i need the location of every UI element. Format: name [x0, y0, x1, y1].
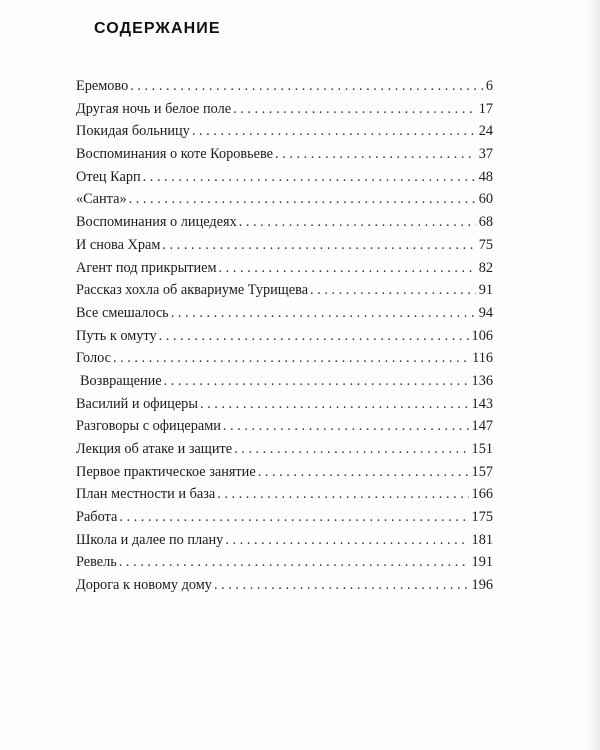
dot-leader	[234, 438, 468, 461]
dot-leader	[214, 574, 469, 597]
toc-entry	[76, 325, 493, 348]
toc-entry	[76, 393, 493, 416]
toc-entry	[76, 279, 493, 302]
toc-entry-title: Возвращение	[80, 372, 162, 389]
toc-entry-page: 181	[471, 531, 493, 548]
toc-entry-page: 116	[472, 350, 493, 367]
toc-entry-title: Работа	[76, 509, 118, 526]
toc-entry-title: Покидая больницу	[76, 123, 190, 140]
dot-leader	[119, 551, 469, 574]
dot-leader	[200, 393, 469, 416]
toc-entry-title: Отец Карп	[76, 168, 141, 185]
dot-leader	[258, 461, 469, 484]
toc-entry-page: 68	[478, 214, 493, 231]
toc-entry-page: 60	[478, 191, 493, 208]
page-edge-shadow	[586, 0, 600, 750]
dot-leader	[275, 143, 476, 166]
toc-entry-page: 24	[478, 123, 493, 140]
toc-entry	[76, 302, 493, 325]
toc-entry	[76, 211, 493, 234]
toc-entry	[76, 257, 493, 280]
dot-leader	[129, 188, 476, 211]
toc-entry-page: 147	[471, 418, 493, 435]
toc-entry	[76, 483, 493, 506]
dot-leader	[143, 166, 476, 189]
toc-entry-page: 151	[471, 441, 493, 457]
toc-entry	[76, 188, 493, 211]
toc-entry-title: Другая ночь и белое поле	[76, 100, 232, 117]
toc-entry	[76, 415, 493, 438]
toc-entry-page: 94	[478, 304, 493, 321]
page-title: СОДЕРЖАНИЕ	[94, 20, 221, 37]
toc-entry-page: 6	[485, 78, 493, 94]
dot-leader	[223, 415, 469, 438]
toc-entry-page: 136	[471, 372, 493, 389]
toc-entry-page: 143	[471, 395, 493, 412]
dot-leader	[225, 529, 468, 552]
toc-entry	[76, 461, 493, 484]
toc-entry-title: Путь к омуту	[76, 327, 157, 344]
toc-entry	[76, 98, 493, 121]
dot-leader	[164, 370, 469, 393]
toc-entry	[76, 120, 493, 143]
toc-entry	[76, 234, 493, 257]
toc-entry-title: План местности и база	[76, 486, 216, 503]
toc-entry	[76, 529, 493, 552]
toc-entry-page: 175	[471, 509, 493, 526]
toc-entry	[76, 370, 493, 393]
toc-entry-title: Голос	[76, 350, 111, 367]
toc-entry-page: 196	[471, 577, 493, 594]
toc-entry-page: 157	[471, 463, 493, 480]
toc-entry	[76, 143, 493, 166]
toc-entry-page: 75	[478, 236, 493, 253]
toc-entry-page: 166	[471, 486, 493, 503]
toc-entry-page: 91	[478, 282, 493, 299]
toc-entry-page: 82	[478, 259, 493, 276]
toc-entry-page: 48	[478, 168, 493, 185]
dot-leader	[113, 347, 469, 370]
dot-leader	[162, 234, 475, 257]
dot-leader	[233, 98, 476, 121]
toc-entry-title: Все смешалось	[76, 304, 169, 321]
toc-entry-title: Василий и офицеры	[76, 395, 198, 412]
toc-entry-title: Школа и далее по плану	[76, 531, 224, 548]
toc-entry-title: И снова Храм	[76, 236, 161, 253]
table-of-contents	[76, 75, 493, 597]
toc-entry-title: «Санта»	[76, 191, 127, 208]
toc-entry-title: Ревель	[76, 554, 117, 571]
toc-entry-page: 191	[471, 554, 493, 571]
dot-leader	[171, 302, 476, 325]
toc-entry	[76, 166, 493, 189]
toc-entry-title: Воспоминания о коте Коровьеве	[76, 146, 274, 163]
toc-entry-title: Дорога к новому дому	[76, 577, 212, 594]
toc-entry	[76, 347, 493, 370]
dot-leader	[239, 211, 476, 234]
toc-entry	[76, 438, 493, 461]
toc-entry	[76, 574, 493, 597]
toc-entry-title: Агент под прикрытием	[76, 259, 217, 276]
dot-leader	[159, 325, 469, 348]
toc-entry-page: 37	[478, 146, 493, 163]
toc-entry-title: Лекция об атаке и защите	[76, 441, 233, 457]
toc-entry-title: Первое практическое занятие	[76, 463, 256, 480]
toc-entry-title: Еремово	[76, 78, 129, 94]
toc-entry-title: Воспоминания о лицедеях	[76, 214, 237, 231]
toc-entry-page: 17	[478, 100, 493, 117]
dot-leader	[192, 120, 476, 143]
toc-entry	[76, 75, 493, 98]
dot-leader	[217, 483, 468, 506]
toc-entry	[76, 506, 493, 529]
dot-leader	[219, 257, 476, 280]
dot-leader	[119, 506, 468, 529]
dot-leader	[130, 75, 483, 98]
toc-entry-title: Рассказ хохла об аквариуме Турищева	[76, 282, 309, 299]
toc-entry	[76, 551, 493, 574]
toc-entry-page: 106	[471, 327, 493, 344]
toc-entry-title: Разговоры с офицерами	[76, 418, 221, 435]
dot-leader	[310, 279, 476, 302]
